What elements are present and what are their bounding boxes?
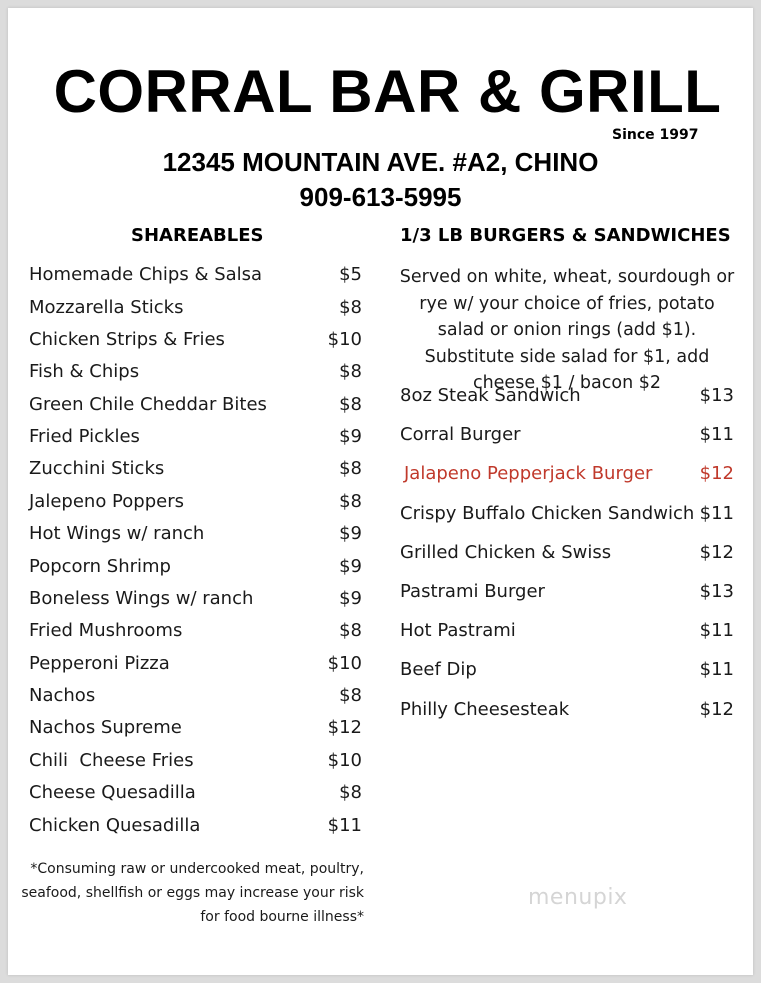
menu-item-name: Nachos Supreme bbox=[29, 717, 182, 738]
menu-item-price: $8 bbox=[339, 361, 362, 382]
menu-item-price: $11 bbox=[699, 659, 734, 680]
menu-item-price: $10 bbox=[327, 329, 362, 350]
menu-item-price: $8 bbox=[339, 782, 362, 803]
menu-item-name: Chili Cheese Fries bbox=[29, 750, 194, 771]
menu-item-price: $10 bbox=[327, 750, 362, 771]
menu-item-name: Jalepeno Poppers bbox=[29, 491, 184, 512]
menu-item-name: Cheese Quesadilla bbox=[29, 782, 196, 803]
food-safety-disclaimer: *Consuming raw or undercooked meat, poultry, seafood, shellfish or eggs may increase your risk for food bourne illness* bbox=[21, 861, 364, 925]
menu-item-name: Zucchini Sticks bbox=[29, 458, 165, 479]
menu-item-name: Fried Pickles bbox=[29, 426, 140, 447]
since-label: Since 1997 bbox=[612, 127, 699, 143]
burgers-heading: 1/3 LB BURGERS & SANDWICHES bbox=[400, 225, 731, 246]
menu-item-name: Chicken Quesadilla bbox=[29, 815, 201, 836]
menu-item-price: $8 bbox=[339, 620, 362, 641]
menu-item-price: $8 bbox=[339, 394, 362, 415]
menu-item-price: $5 bbox=[339, 264, 362, 285]
menu-item-price: $10 bbox=[327, 653, 362, 674]
menu-item-name: 8oz Steak Sandwich bbox=[400, 385, 581, 406]
menu-item-name: Beef Dip bbox=[400, 659, 477, 680]
menu-item-price: $12 bbox=[327, 717, 362, 738]
menu-item-name: Fish & Chips bbox=[29, 361, 140, 382]
menu-item-price: $11 bbox=[327, 815, 362, 836]
menu-item-name: Homemade Chips & Salsa bbox=[29, 264, 263, 285]
menu-item-price: $8 bbox=[339, 297, 362, 318]
menu-item-price: $12 bbox=[699, 699, 734, 720]
menu-item-price: $12 bbox=[699, 542, 734, 563]
menu-item-name: Boneless Wings w/ ranch bbox=[29, 588, 254, 609]
menu-item-name: Chicken Strips & Fries bbox=[29, 329, 225, 350]
menu-item-name: Philly Cheesesteak bbox=[400, 699, 570, 720]
phone-number: 909-613-5995 bbox=[299, 182, 462, 212]
menu-item-price: $8 bbox=[339, 491, 362, 512]
menu-item-name: Nachos bbox=[29, 685, 96, 706]
menu-item-price: $9 bbox=[339, 588, 362, 609]
restaurant-title: CORRAL BAR & GRILL bbox=[53, 58, 722, 125]
shareables-heading: SHAREABLES bbox=[131, 225, 264, 246]
menu-item-name: Hot Wings w/ ranch bbox=[29, 523, 205, 544]
menu-item-name: Crispy Buffalo Chicken Sandwich bbox=[400, 503, 695, 524]
menu-item-name: Green Chile Cheddar Bites bbox=[29, 394, 267, 415]
menu-item-name: Mozzarella Sticks bbox=[29, 297, 184, 318]
menu-item-name: Corral Burger bbox=[400, 424, 521, 445]
burgers-description: Served on white, wheat, sourdough or rye w/ your choice of fries, potato salad or onion rings (add $1). Substitute side salad for $1, add cheese $1 / bacon $2 bbox=[399, 267, 735, 393]
menu-item-price: $9 bbox=[339, 523, 362, 544]
menu-item-price: $8 bbox=[339, 458, 362, 479]
menu-item-price: $13 bbox=[699, 385, 734, 406]
menu-item-name: Pepperoni Pizza bbox=[29, 653, 170, 674]
menu-item-price: $9 bbox=[339, 426, 362, 447]
menu-item-price-featured: $12 bbox=[699, 463, 734, 484]
menu-item-price: $11 bbox=[699, 424, 734, 445]
menu-item-price: $11 bbox=[699, 503, 734, 524]
menu-item-name-featured: Jalapeno Pepperjack Burger bbox=[404, 463, 653, 484]
address: 12345 MOUNTAIN AVE. #A2, CHINO bbox=[162, 147, 599, 177]
watermark: menupix bbox=[528, 885, 628, 910]
menu-item-price: $13 bbox=[699, 581, 734, 602]
menu-item-name: Hot Pastrami bbox=[400, 620, 516, 641]
menu-item-price: $11 bbox=[699, 620, 734, 641]
menu-item-price: $9 bbox=[339, 556, 362, 577]
menu-item-name: Popcorn Shrimp bbox=[29, 556, 171, 577]
menu-item-name: Grilled Chicken & Swiss bbox=[400, 542, 612, 563]
menu-item-price: $8 bbox=[339, 685, 362, 706]
menu-item-name: Fried Mushrooms bbox=[29, 620, 183, 641]
menu-item-name: Pastrami Burger bbox=[400, 581, 545, 602]
